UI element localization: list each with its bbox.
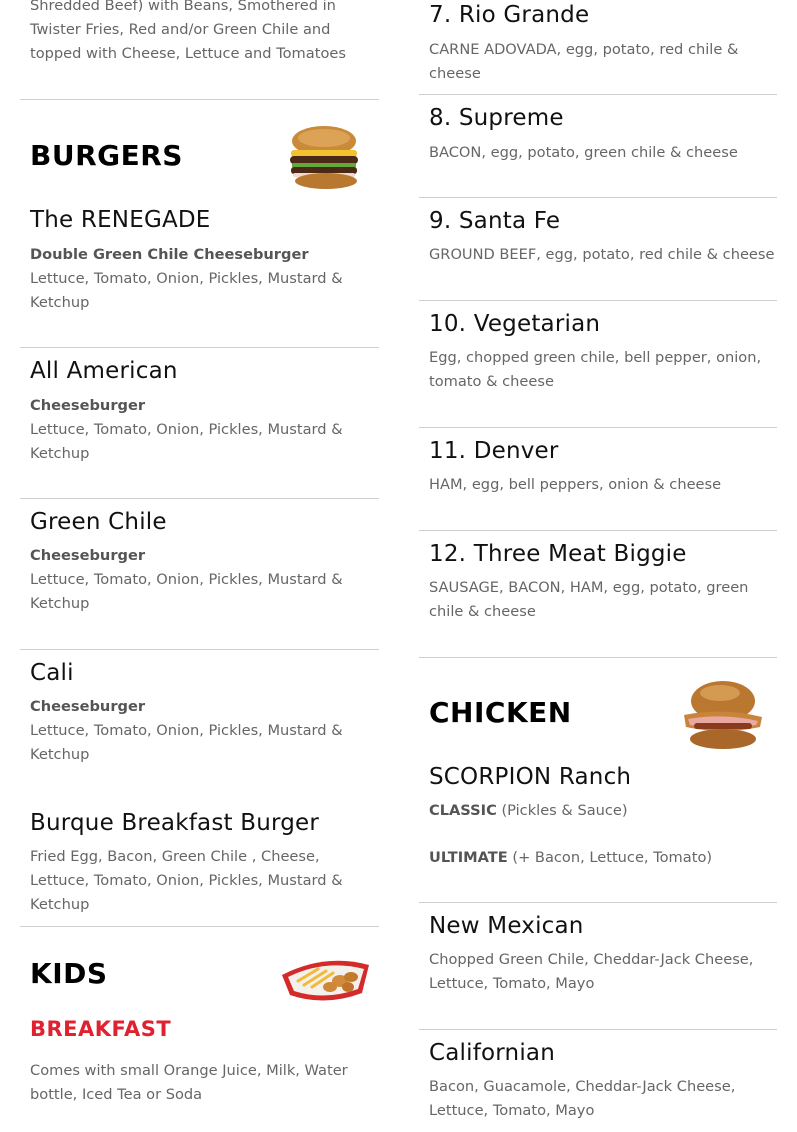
divider <box>20 99 379 100</box>
menu-item <box>20 808 379 917</box>
item-description: Egg, chopped green chile, bell pepper, onion, tomato & cheese <box>429 349 762 390</box>
menu-item <box>20 658 379 767</box>
item-description: Chopped Green Chile, Cheddar-Jack Cheese, Lettuce, Tomato, Mayo <box>429 951 754 992</box>
ultimate-description: (+ Bacon, Lettuce, Tomato) <box>507 849 713 866</box>
item-subtitle: Cheeseburger <box>30 698 146 715</box>
item-title: 12. Three Meat Biggie <box>429 541 687 567</box>
fragment-line: topped with Cheese, Lettuce and Tomatoes <box>30 45 346 62</box>
item-subtitle: Double Green Chile Cheeseburger <box>30 246 309 263</box>
divider <box>419 657 777 658</box>
divider <box>419 300 777 301</box>
item-description: Lettuce, Tomato, Onion, Pickles, Mustard & Ketchup <box>30 571 343 612</box>
item-description: Lettuce, Tomato, Onion, Pickles, Mustard & Ketchup <box>30 270 343 311</box>
divider <box>419 902 777 903</box>
item-title: Californian <box>429 1040 555 1066</box>
menu-item <box>419 0 777 86</box>
menu-item <box>419 539 777 624</box>
divider <box>419 530 777 531</box>
item-description: Bacon, Guacamole, Cheddar-Jack Cheese, Lettuce, Tomato, Mayo <box>429 1078 736 1119</box>
item-title: 9. Santa Fe <box>429 208 561 234</box>
item-description: Lettuce, Tomato, Onion, Pickles, Mustard & Ketchup <box>30 421 343 462</box>
item-title: Green Chile <box>30 509 167 535</box>
item-description: CARNE ADOVADA, egg, potato, red chile & cheese <box>429 41 739 82</box>
item-title: SCORPION Ranch <box>429 764 632 790</box>
scorpion-ranch-item <box>419 762 777 870</box>
menu-item <box>20 205 379 315</box>
menu-item <box>20 356 379 466</box>
divider <box>419 94 777 95</box>
ultimate-option <box>429 846 775 870</box>
classic-label: CLASSIC <box>429 802 497 819</box>
divider <box>419 427 777 428</box>
chicken-sandwich-icon <box>680 677 766 753</box>
item-description: HAM, egg, bell peppers, onion & cheese <box>429 476 722 493</box>
divider <box>20 926 379 927</box>
classic-option <box>429 799 775 823</box>
item-title: The RENEGADE <box>30 207 211 233</box>
divider <box>20 498 379 499</box>
menu-item <box>419 103 777 165</box>
menu-item <box>419 436 777 497</box>
divider <box>20 347 379 348</box>
fragment-line: Twister Fries, Red and/or Green Chile and <box>30 21 331 38</box>
item-title: 8. Supreme <box>429 105 564 131</box>
fragment-line: Shredded Beef) with Beans, Smothered in <box>30 0 336 14</box>
item-title: New Mexican <box>429 913 584 939</box>
item-description: Lettuce, Tomato, Onion, Pickles, Mustard & Ketchup <box>30 722 343 763</box>
item-title: Burque Breakfast Burger <box>30 810 320 836</box>
nuggets-basket-icon <box>278 947 373 1007</box>
item-description: Comes with small Orange Juice, Milk, Water bottle, Iced Tea or Soda <box>30 1062 348 1103</box>
chile-fries-fragment <box>20 0 379 66</box>
menu-item <box>20 507 379 616</box>
menu-item <box>419 911 777 996</box>
item-title: 11. Denver <box>429 438 559 464</box>
item-title: 10. Vegetarian <box>429 311 601 337</box>
menu-item <box>419 206 777 267</box>
divider <box>419 1029 777 1030</box>
ultimate-label: ULTIMATE <box>429 849 508 866</box>
item-description: BACON, egg, potato, green chile & cheese <box>429 144 738 161</box>
classic-description: (Pickles & Sauce) <box>496 802 628 819</box>
menu-item <box>419 309 777 394</box>
item-description: SAUSAGE, BACON, HAM, egg, potato, green chile & cheese <box>429 579 749 620</box>
section-title-kids: KIDS <box>30 957 108 990</box>
burger-icon <box>286 123 362 191</box>
item-title: 7. Rio Grande <box>429 2 590 28</box>
item-title: All American <box>30 358 178 384</box>
divider <box>419 197 777 198</box>
section-title-chicken: CHICKEN <box>429 696 572 729</box>
menu-item <box>419 1038 777 1123</box>
item-subtitle: Cheeseburger <box>30 547 146 564</box>
divider <box>20 649 379 650</box>
item-description: GROUND BEEF, egg, potato, red chile & cheese <box>429 246 775 263</box>
item-description: Fried Egg, Bacon, Green Chile , Cheese, Lettuce, Tomato, Onion, Pickles, Mustard & Ketchup <box>30 848 343 913</box>
kids-breakfast <box>20 1015 379 1107</box>
section-subtitle-breakfast: BREAKFAST <box>30 1017 172 1041</box>
item-subtitle: Cheeseburger <box>30 397 146 414</box>
section-title-burgers: BURGERS <box>30 139 183 172</box>
item-title: Cali <box>30 660 74 686</box>
